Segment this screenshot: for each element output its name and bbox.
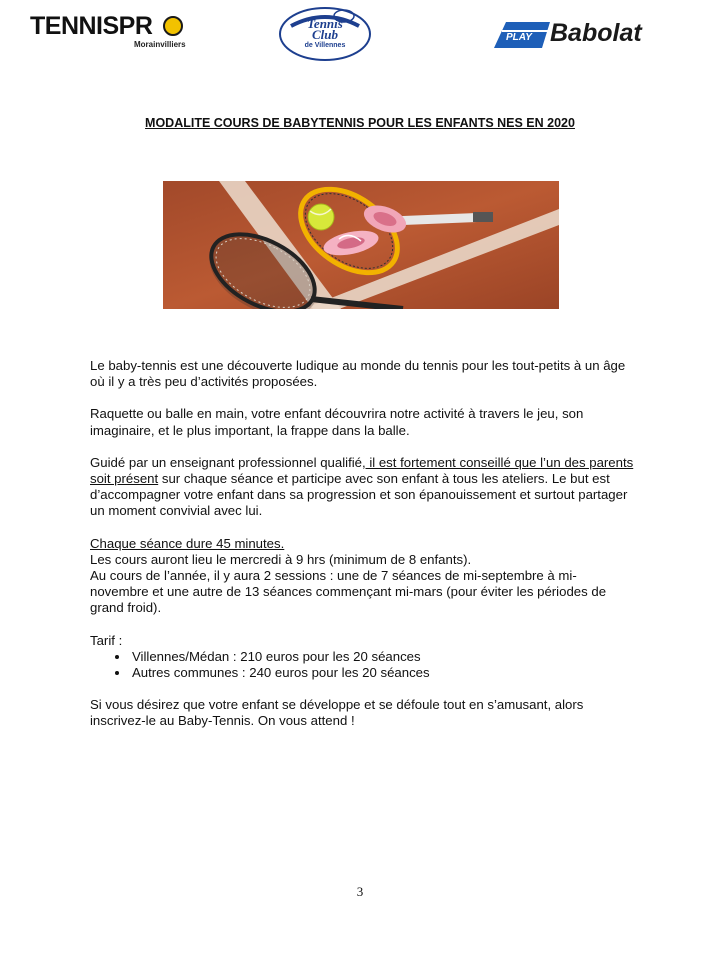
document-title: MODALITE COURS DE BABYTENNIS POUR LES ENFANTS NES EN 2020 <box>145 116 575 130</box>
club-town: de Villennes <box>304 42 346 49</box>
tennispro-location: Morainvilliers <box>134 40 186 49</box>
closing-paragraph: Si vous désirez que votre enfant se développe et se défoule tout en s’amusant, alors inscrivez-le au Baby-Tennis. On vous attend ! <box>90 697 584 729</box>
tarif-label: Tarif : <box>90 632 123 648</box>
tarif-item-autres: • Autres communes : 240 euros pour les 20 séances <box>130 665 635 681</box>
tennis-club-villennes-logo <box>277 6 373 62</box>
document-body <box>90 358 635 746</box>
babolat-play-label: PLAY <box>506 32 532 43</box>
page-header <box>0 0 720 70</box>
parent-presence-paragraph: Guidé par un enseignant professionnel qualifié, il est fortement conseillé que l’un des parents soit présent sur chaque séance et participe avec son enfant à tous les ateliers. Le but est d’accompagner votre enfant dans sa progression et son épanouissement et surtout partager un moment convivial avec lui. <box>90 454 634 519</box>
schedule-paragraph <box>90 536 635 617</box>
tarif-list <box>90 649 635 681</box>
babolat-name: Babolat <box>550 19 642 47</box>
racket-shoes-ball-icon <box>163 181 559 309</box>
tennis-ball-icon <box>163 16 183 36</box>
tarif-item-villennes: • Villennes/Médan : 210 euros pour les 20 séances <box>130 649 635 665</box>
babolat-logo <box>494 18 694 50</box>
club-name: Tennis Club <box>307 16 343 42</box>
session-periods: Au cours de l’année, il y aura 2 sessions : une de 7 séances de mi-septembre à mi-novembre et une autre de 13 séances commençant mi-mars (pour éviter les périodes de grand froid). <box>90 568 607 616</box>
session-day: Les cours auront lieu le mercredi à 9 hrs (minimum de 8 enfants). <box>90 551 472 567</box>
tennispro-logo <box>30 12 190 52</box>
racket-paragraph: Raquette ou balle en main, votre enfant découvrira notre activité à travers le jeu, son imaginaire, et le plus important, la frappe dans la balle. <box>90 406 584 438</box>
tennis-photo <box>163 181 559 309</box>
page-number: 3 <box>356 884 364 899</box>
intro-paragraph: Le baby-tennis est une découverte ludique au monde du tennis pour les tout-petits à un âge où il y a très peu d’activités proposées. <box>90 358 626 390</box>
tennispro-brand: TENNISPR <box>30 12 153 40</box>
session-duration: Chaque séance dure 45 minutes. <box>90 535 285 551</box>
parent-presence-underlined: , il est fortement conseillé que l’un des parents soit présent <box>90 454 634 487</box>
